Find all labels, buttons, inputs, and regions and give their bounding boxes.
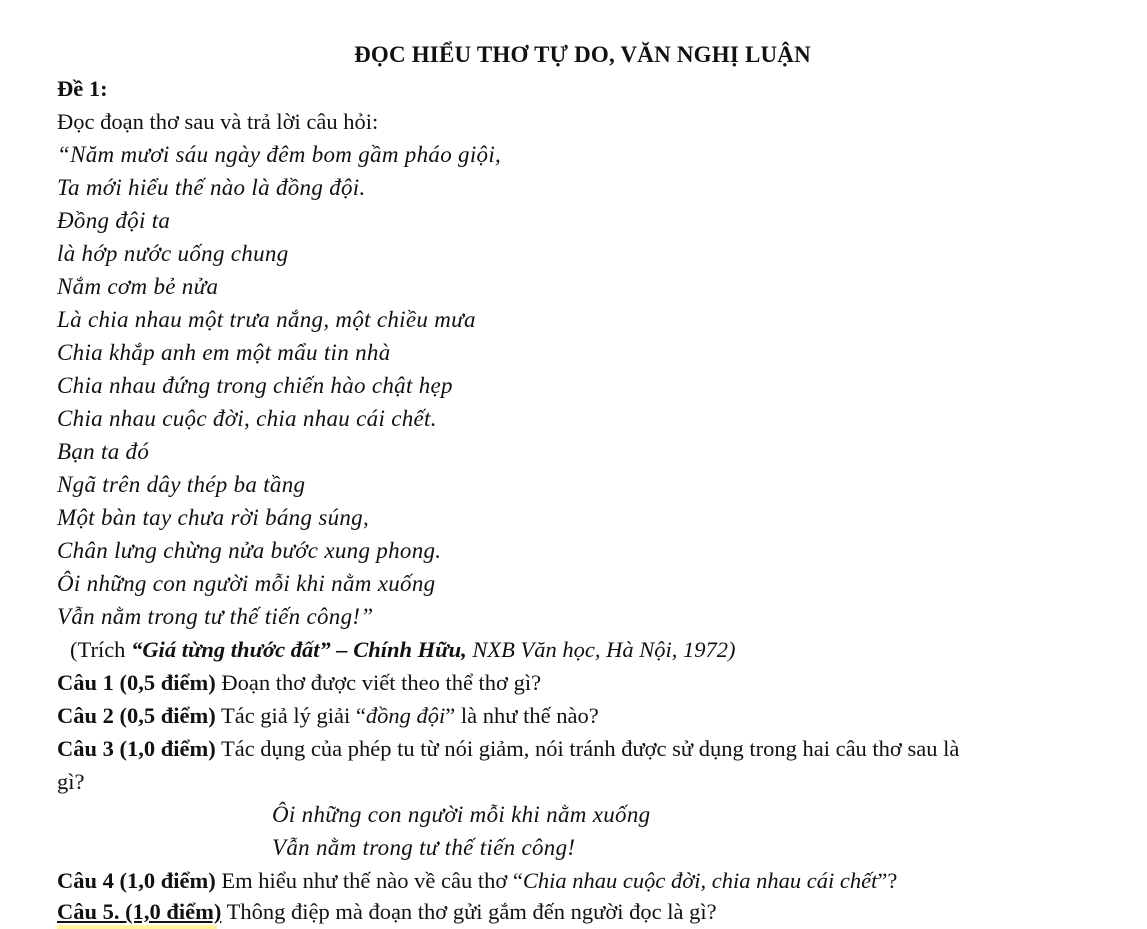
question-text: Em hiểu như thế nào về câu thơ “: [215, 868, 523, 893]
poem-line: Chia nhau cuộc đời, chia nhau cái chết.: [57, 406, 437, 431]
question-emphasis: Chia nhau cuộc đời, chia nhau cái chết: [522, 868, 878, 893]
question-label: Câu 2 (0,5 điểm): [57, 703, 216, 728]
poem-line: Chân lưng chừng nửa bước xung phong.: [57, 538, 442, 563]
question-3: [57, 734, 959, 764]
question-label: Câu 3 (1,0 điểm): [57, 736, 216, 761]
question-emphasis: đồng đội: [365, 703, 446, 728]
poem-line: Đồng đội ta: [57, 208, 171, 233]
poem-line: Chia nhau đứng trong chiến hào chật hẹp: [57, 373, 453, 398]
poem-line: Ta mới hiểu thế nào là đồng đội.: [57, 175, 366, 200]
source-citation: [70, 635, 736, 665]
poem-line: Vẫn nằm trong tư thế tiến công!”: [57, 604, 374, 629]
poem-line: Chia khắp anh em một mẩu tin nhà: [57, 340, 391, 365]
source-open: (Trích: [70, 637, 132, 662]
source-publisher: NXB Văn học, Hà Nội, 1972): [466, 637, 736, 662]
question-5: [57, 897, 717, 927]
question-text: Tác giả lý giải “: [215, 703, 366, 728]
question-label: Câu 4 (1,0 điểm): [57, 868, 216, 893]
question-text-end: ” là như thế nào?: [445, 703, 599, 728]
question-4: [57, 866, 897, 896]
poem-line: Bạn ta đó: [57, 439, 150, 464]
poem-line: “Năm mươi sáu ngày đêm bom gầm pháo giội,: [57, 142, 502, 167]
poem-line: là hớp nước uống chung: [57, 241, 289, 266]
question-text: Tác dụng của phép tu từ nói giảm, nói tránh được sử dụng trong hai câu thơ sau là: [215, 736, 960, 761]
question-label: Câu 1 (0,5 điểm): [57, 670, 216, 695]
quoted-poem-line: Ôi những con người mỗi khi nằm xuống: [272, 802, 651, 827]
poem-line: Là chia nhau một trưa nắng, một chiều mưa: [57, 307, 476, 332]
source-work: “Giá từng thước đất” – Chính Hữu,: [131, 637, 467, 662]
page-title: ĐỌC HIỂU THƠ TỰ DO, VĂN NGHỊ LUẬN: [354, 42, 811, 67]
poem-line: Nắm cơm bẻ nửa: [57, 274, 219, 299]
question-2: [57, 701, 599, 731]
question-label: Câu 5. (1,0 điểm): [57, 899, 222, 924]
poem-line: Ôi những con người mỗi khi nằm xuống: [57, 571, 436, 596]
question-3-continued: gì?: [57, 769, 85, 794]
instruction: Đọc đoạn thơ sau và trả lời câu hỏi:: [57, 109, 379, 134]
question-text: Thông điệp mà đoạn thơ gửi gắm đến người đọc là gì?: [221, 899, 717, 924]
question-text: Đoạn thơ được viết theo thể thơ gì?: [215, 670, 542, 695]
exam-label: Đề 1:: [57, 76, 108, 101]
question-text-end: ”?: [877, 868, 898, 893]
text-highlight: [57, 925, 217, 929]
quoted-poem-line: Vẫn nằm trong tư thế tiến công!: [272, 835, 576, 860]
question-1: [57, 668, 541, 698]
poem-line: Một bàn tay chưa rời báng súng,: [57, 505, 370, 530]
poem-line: Ngã trên dây thép ba tầng: [57, 472, 306, 497]
